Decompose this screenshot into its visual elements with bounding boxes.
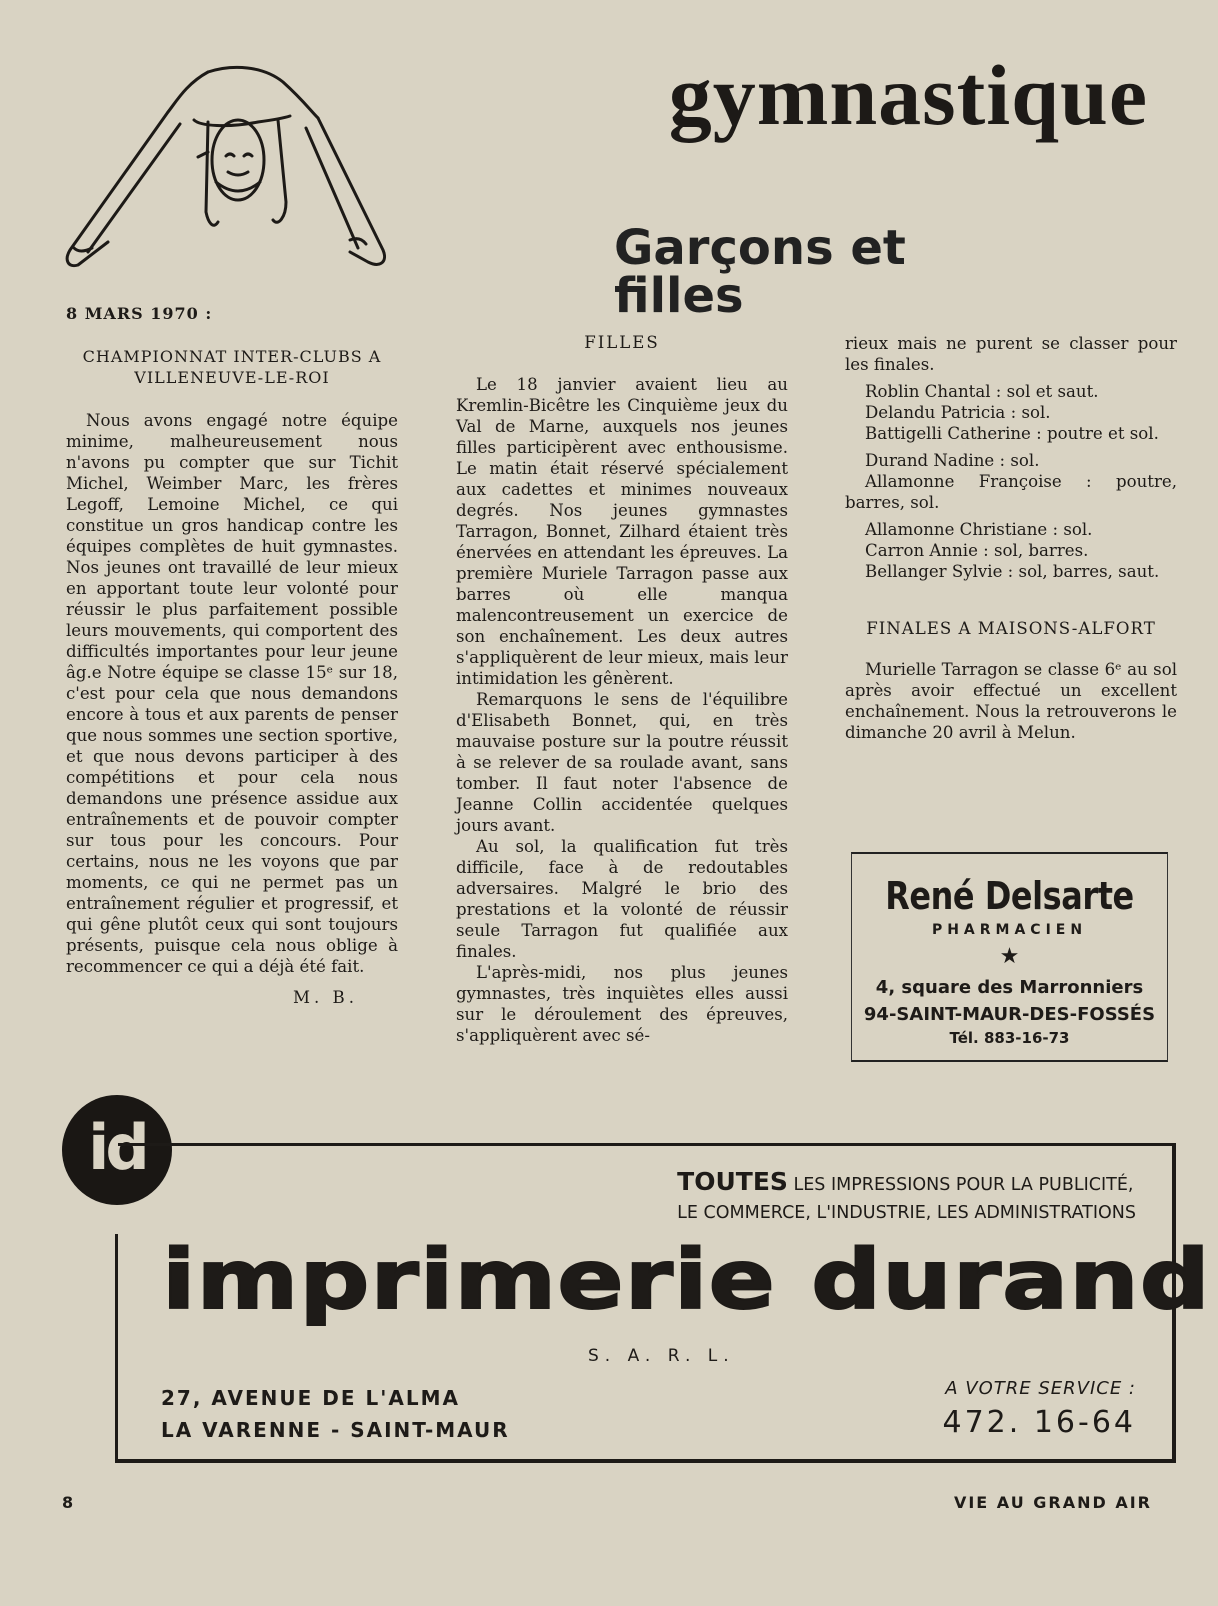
article-paragraph: Murielle Tarragon se classe 6ᵉ au sol après avoir effectué un excellent enchaînement. Nous la retrouverons le dimanche 20 avril à Melun. <box>845 660 1177 742</box>
result-item: Durand Nadine : sol. <box>865 451 1040 470</box>
result-item: Allamonne Françoise : poutre, barres, sol. <box>845 472 1177 512</box>
printer-tagline <box>677 1168 1136 1227</box>
pharmacy-name: René Delsarte <box>885 874 1134 918</box>
printer-address-line1: 27, AVENUE DE L'ALMA <box>161 1386 460 1410</box>
printer-address-line2: LA VARENNE - SAINT-MAUR <box>161 1418 510 1442</box>
article-paragraph: Au sol, la qualification fut très difficile, face à de redoutables adversaires. Malgré le brio des prestations et la volonté de réussir seule Tarragon fut qualifiée aux finales. <box>456 837 788 961</box>
article-paragraph: Remarquons le sens de l'équilibre d'Elisabeth Bonnet, qui, en très mauvaise posture sur la poutre réussit à se relever de sa roulade avant, sans tomber. Il faut noter l'absence de Jeanne Collin accidentée quelques jours avant. <box>456 690 788 835</box>
id-logo: id <box>62 1095 172 1205</box>
printer-address <box>161 1382 510 1446</box>
gymnast-illustration <box>58 62 398 282</box>
column-1 <box>66 303 398 1008</box>
article-paragraph: rieux mais ne purent se classer pour les finales. <box>845 334 1177 374</box>
printer-tagline-line2: LE COMMERCE, L'INDUSTRIE, LES ADMINISTRATIONS <box>677 1203 1136 1223</box>
section-heading-finales: FINALES A MAISONS-ALFORT <box>866 619 1156 638</box>
column-3 <box>845 333 1177 743</box>
result-item: Bellanger Sylvie : sol, barres, saut. <box>865 562 1160 581</box>
publication-name: VIE AU GRAND AIR <box>953 1493 1152 1512</box>
result-item: Battigelli Catherine : poutre et sol. <box>865 424 1159 443</box>
pharmacy-profession: PHARMACIEN <box>931 922 1088 938</box>
article-headline: Garçons et filles <box>614 220 906 324</box>
printer-tagline-bold: TOUTES <box>677 1167 788 1196</box>
printer-legal-form: S. A. R. L. <box>588 1346 735 1366</box>
section-title: gymnastique <box>668 47 1148 143</box>
printer-phone: 472. 16-64 <box>942 1405 1136 1440</box>
printer-name: imprimerie durand <box>162 1233 1211 1328</box>
printer-tagline-rest: LES IMPRESSIONS POUR LA PUBLICITÉ, <box>793 1175 1134 1195</box>
column-2 <box>456 332 788 1046</box>
article-paragraph: Le 18 janvier avaient lieu au Kremlin-Bicêtre les Cinquième jeux du Val de Marne, auxquels nos jeunes filles participèrent avec enthousisme. Le matin était réservé spécialement aux cadettes et minimes nouveaux degrés. Nos jeunes gymnastes Tarragon, Bonnet, Zilhard étaient très énervées en attendant les épreuves. La première Muriele Tarragon passe aux barres où elle manqua malencontreusement un exercice de son enchaînement. Les deux autres s'appliquèrent de leur mieux, mais leur intimidation les gênèrent. <box>456 375 788 688</box>
page-number: 8 <box>62 1493 74 1512</box>
article-paragraph: Nous avons engagé notre équipe minime, malheureusement nous n'avons pu compter que sur Tichit Michel, Weimber Marc, les frères Legoff, Lemoine Michel, ce qui constitue un gros handicap contre les équipes complètes de huit gymnastes. Nos jeunes ont travaillé de leur mieux en apportant toute leur volonté pour réussir le plus parfaitement possible leurs mouvements, qui comportent des difficultés importantes pour leur jeune âg.e Notre équipe se classe 15ᵉ sur 18, c'est pour cela que nous demandons encore à tous et aux parents de penser que nous sommes une section sportive, et que nous devons participer à des compétitions et pour cela nous demandons une présence assidue aux entraînements et de pouvoir compter sur tous pour les concours. Pour certains, nous ne les voyons que par moments, ce qui ne permet pas un entraînement régulier et progressif, et qui gêne plutôt ceux qui sont toujours présents, puisque cela nous oblige à recommencer ce qui a déjà été fait. <box>66 411 398 976</box>
author-signature: M. B. <box>292 988 358 1007</box>
star-icon: ★ <box>999 944 1020 969</box>
article-dateline: 8 MARS 1970 : <box>66 304 213 323</box>
printer-service <box>942 1378 1136 1440</box>
article-paragraph: L'après-midi, nos plus jeunes gymnastes, très inquiètes elles aussi sur le déroulement des épreuves, s'appliquèrent avec sé- <box>456 963 788 1045</box>
printer-service-label: A VOTRE SERVICE : <box>945 1378 1136 1399</box>
pharmacy-phone: Tél. 883-16-73 <box>949 1029 1070 1047</box>
pharmacy-address-line2: 94-SAINT-MAUR-DES-FOSSÉS <box>863 1004 1156 1025</box>
pharmacy-address-line1: 4, square des Marronniers <box>875 977 1144 998</box>
result-item: Roblin Chantal : sol et saut. <box>865 382 1099 401</box>
result-item: Allamonne Christiane : sol. <box>865 520 1093 539</box>
result-item: Delandu Patricia : sol. <box>865 403 1051 422</box>
pharmacy-ad <box>851 852 1168 1062</box>
printer-ad <box>118 1143 1211 1463</box>
article-subhead: CHAMPIONNAT INTER-CLUBS A VILLENEUVE-LE-ROI <box>82 347 382 387</box>
section-heading-filles: FILLES <box>584 333 660 352</box>
result-item: Carron Annie : sol, barres. <box>865 541 1089 560</box>
